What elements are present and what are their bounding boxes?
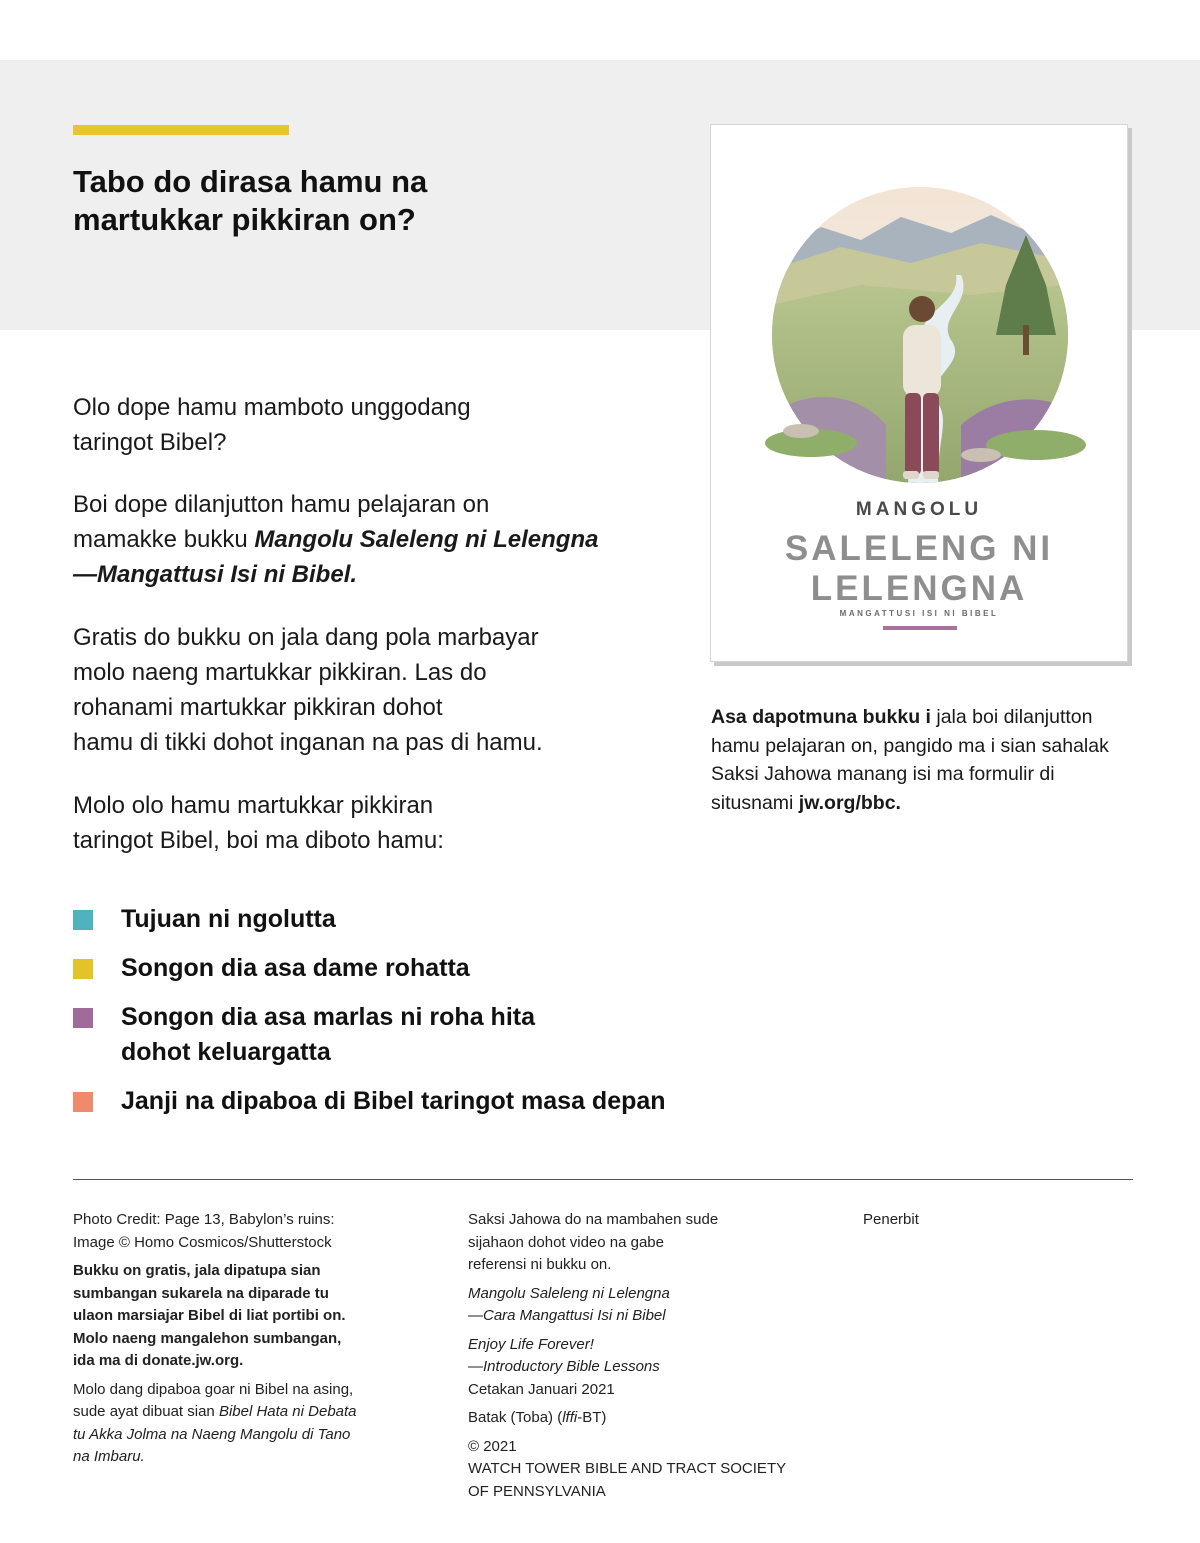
p2-line-2-prefix: mamakke bukku — [73, 526, 255, 553]
ref-line-2: sijahaon dohot video na gabe — [468, 1233, 664, 1251]
language-code — [468, 1407, 808, 1430]
topic-item — [73, 1000, 733, 1070]
topic-square-icon — [73, 1008, 93, 1028]
cover-caption — [711, 703, 1131, 817]
topic-label: Songon dia asa marlas ni roha hita — [121, 1003, 535, 1031]
footer-column-1 — [73, 1209, 403, 1475]
p1-line-2: taringot Bibel? — [73, 429, 227, 456]
credit-line-1: Photo Credit: Page 13, Babylon’s ruins: — [73, 1211, 335, 1228]
donate-line-3: ulaon marsiajar Bibel di liat portibi on. — [73, 1307, 346, 1324]
lang-suffix: -BT) — [577, 1409, 607, 1426]
cover-kicker: MANGOLU — [855, 499, 983, 520]
bible-note — [73, 1379, 403, 1469]
title-id-line-2: —Cara Mangattusi Isi ni Bibel — [468, 1307, 666, 1324]
page-headline — [73, 163, 633, 239]
accent-bar — [73, 125, 289, 135]
footer-column-2 — [468, 1209, 808, 1509]
donate-line-4: Molo naeng mangalehon sumbangan, — [73, 1329, 342, 1347]
p3-line-1: Gratis do bukku on jala dang pola marbayar — [73, 624, 539, 651]
p3-line-3: rohanami martukkar pikkiran dohot — [73, 694, 443, 721]
topic-list — [73, 902, 733, 1133]
copyright — [468, 1436, 808, 1504]
donation-note — [73, 1260, 403, 1373]
p4-line-1: Molo olo hamu martukkar pikkiran — [73, 792, 434, 819]
bible-title-line-4: na Imbaru. — [73, 1448, 145, 1465]
p3-line-4: hamu di tikki dohot inganan na pas di hamu. — [73, 729, 543, 756]
intro-paragraph-2 — [73, 487, 673, 592]
p2-book-title-line-1: Mangolu Saleleng ni Lelengna — [254, 526, 599, 553]
intro-paragraph-4 — [73, 788, 673, 858]
title-english — [468, 1334, 808, 1379]
donate-line-1: Bukku on gratis, jala dipatupa sian — [73, 1262, 321, 1279]
lang-prefix: Batak (Toba) ( — [468, 1409, 563, 1426]
topic-square-icon — [73, 910, 93, 930]
topic-square-icon — [73, 959, 93, 979]
publisher-label: Penerbit — [863, 1211, 919, 1228]
headline-line-1: Tabo do dirasa hamu na — [73, 164, 428, 199]
caption-text: jala boi dilanjutton hamu pelajaran on, pangido ma i sian sahalak Saksi Jahowa manang isi ma formulir di situsnami — [711, 706, 1109, 814]
cover-subtitle: MANGATTUSI ISI NI BIBEL — [839, 609, 999, 618]
publisher-line-2: OF PENNSYLVANIA — [468, 1482, 606, 1500]
p3-line-2: molo naeng martukkar pikkiran. Las do — [73, 659, 487, 686]
topic-label-line-2: dohot keluargatta — [121, 1038, 331, 1066]
publisher-line-1: WATCH TOWER BIBLE AND TRACT SOCIETY — [468, 1460, 787, 1477]
donate-line-5: ida ma di donate.jw.org. — [73, 1352, 244, 1369]
topic-label: Tujuan ni ngolutta — [121, 905, 336, 933]
credit-line-2: Image © Homo Cosmicos/Shutterstock — [73, 1233, 332, 1251]
topic-item — [73, 1084, 733, 1119]
footer-column-3 — [863, 1209, 1123, 1238]
cover-title-line-1: SALELENG NI — [784, 529, 1054, 568]
caption-link[interactable]: jw.org/bbc. — [798, 791, 901, 814]
topic-item — [73, 902, 733, 937]
intro-paragraph-1 — [73, 390, 673, 460]
topic-label: Songon dia asa dame rohatta — [121, 954, 470, 982]
photo-credit — [73, 1209, 403, 1254]
title-en-line-2: —Introductory Bible Lessons — [468, 1358, 660, 1375]
footer-divider — [73, 1179, 1133, 1180]
topic-label: Janji na dipaboa di Bibel taringot masa depan — [121, 1087, 666, 1115]
bible-line-1: Molo dang dipaboa goar ni Bibel na asing, — [73, 1380, 354, 1398]
ref-line-3: referensi ni bukku on. — [468, 1256, 612, 1273]
bible-title-line-2: Bibel Hata ni Debata — [218, 1403, 357, 1420]
copyright-year: © 2021 — [468, 1437, 517, 1455]
bible-line-2-prefix: sude ayat dibuat sian — [73, 1403, 219, 1420]
title-en-line-1: Enjoy Life Forever! — [468, 1335, 594, 1353]
topic-square-icon — [73, 1092, 93, 1112]
title-indonesian — [468, 1283, 808, 1328]
printing-date: Cetakan Januari 2021 — [468, 1380, 615, 1398]
cover-title-line-2: LELENGNA — [810, 569, 1028, 608]
ref-line-1: Saksi Jahowa do na mambahen sude — [468, 1211, 719, 1228]
reference-note — [468, 1209, 808, 1277]
headline-line-2: martukkar pikkiran on? — [73, 202, 416, 237]
bible-title-line-3: tu Akka Jolma na Naeng Mangolu di Tano — [73, 1425, 351, 1443]
book-cover — [710, 124, 1128, 662]
topic-item — [73, 951, 733, 986]
cover-title — [711, 529, 1127, 609]
title-id-line-1: Mangolu Saleleng ni Lelengna — [468, 1284, 670, 1302]
p1-line-1: Olo dope hamu mamboto unggodang — [73, 394, 471, 421]
p2-book-title-line-2: —Mangattusi Isi ni Bibel. — [73, 561, 358, 588]
intro-paragraph-3 — [73, 620, 673, 760]
donate-line-2: sumbangan sukarela na diparade tu — [73, 1284, 329, 1302]
caption-bold-lead: Asa dapotmuna bukku i — [711, 706, 931, 728]
p4-line-2: taringot Bibel, boi ma diboto hamu: — [73, 827, 444, 854]
cover-accent-line — [883, 626, 957, 630]
p2-line-1: Boi dope dilanjutton hamu pelajaran on — [73, 491, 490, 518]
lang-code: lffi — [562, 1409, 578, 1426]
